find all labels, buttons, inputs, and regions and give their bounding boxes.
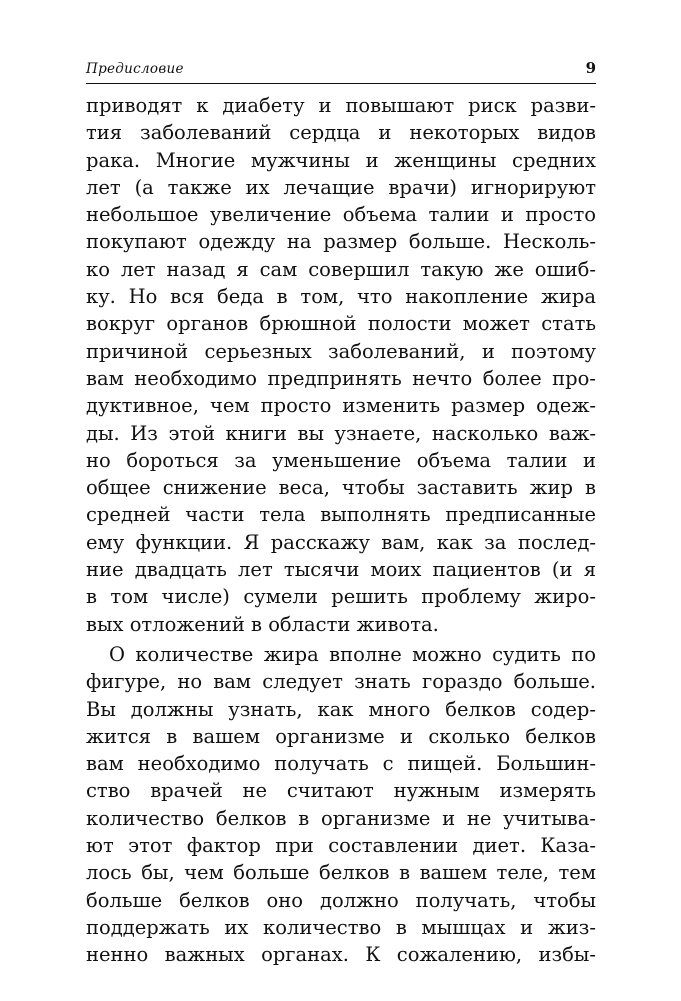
text-line: приводят к диабету и повышают риск разви-	[86, 94, 596, 117]
text-line: в том числе) сумели решить проблему жиро-	[86, 585, 596, 609]
header-rule	[86, 83, 596, 84]
text-line: вокруг органов брюшной полости может стать	[86, 312, 596, 336]
text-line: небольшое увеличение объема талии и просто	[86, 203, 596, 227]
text-line: больше белков оно должно получать, чтобы	[86, 888, 596, 912]
text-line: ненно важных органах. К сожалению, избы-	[86, 943, 596, 967]
running-header	[86, 59, 596, 81]
page-number: 9	[585, 59, 596, 77]
text-line: лось бы, чем больше белков в вашем теле, тем	[86, 861, 596, 885]
text-line: количество белков в организме и не учитыва-	[86, 806, 596, 830]
chapter-title: Предисловие	[86, 61, 184, 77]
text-line: ко лет назад я сам совершил такую же ошиб-	[86, 257, 596, 281]
text-line: вых отложений в области живота.	[86, 612, 439, 636]
text-line: но бороться за уменьшение объема талии и	[86, 448, 596, 472]
text-line: ему функции. Я расскажу вам, как за послед-	[86, 530, 596, 554]
text-line: ние двадцать лет тысячи моих пациентов (и я	[86, 558, 596, 582]
paragraph-2	[86, 641, 596, 969]
text-line: О количестве жира вполне можно судить по	[109, 642, 596, 666]
text-line: Вы должны узнать, как много белков содер-	[86, 697, 596, 721]
text-line: общее снижение веса, чтобы заставить жир в	[86, 476, 596, 500]
text-line: причиной серьезных заболеваний, и поэтому	[86, 339, 596, 363]
text-line: лет (а также их лечащие врачи) игнорируют	[86, 175, 596, 199]
text-line: тия заболеваний сердца и некоторых видов	[86, 121, 596, 145]
text-line: дуктивное, чем просто изменить размер одеж-	[86, 394, 596, 418]
text-line: ство врачей не считают нужным измерять	[86, 779, 596, 803]
text-line: ют этот фактор при составлении диет. Каза-	[86, 834, 596, 858]
text-line: покупают одежду на размер больше. Несколь-	[86, 230, 596, 254]
body-text	[86, 92, 596, 969]
text-line: рака. Многие мужчины и женщины средних	[86, 148, 596, 172]
text-line: ды. Из этой книги вы узнаете, насколько важ-	[86, 421, 596, 445]
text-line: вам необходимо предпринять нечто более про-	[86, 366, 596, 390]
text-line: вам необходимо получать с пищей. Большин-	[86, 752, 596, 776]
text-line: поддержать их количество в мышцах и жиз-	[86, 915, 596, 939]
text-line: жится в вашем организме и сколько белков	[86, 724, 596, 748]
text-line: средней части тела выполнять предписанные	[86, 503, 596, 527]
text-line: ку. Но вся беда в том, что накопление жира	[86, 285, 596, 309]
paragraph-1	[86, 92, 596, 638]
text-line: фигуре, но вам следует знать гораздо больше.	[86, 670, 596, 694]
